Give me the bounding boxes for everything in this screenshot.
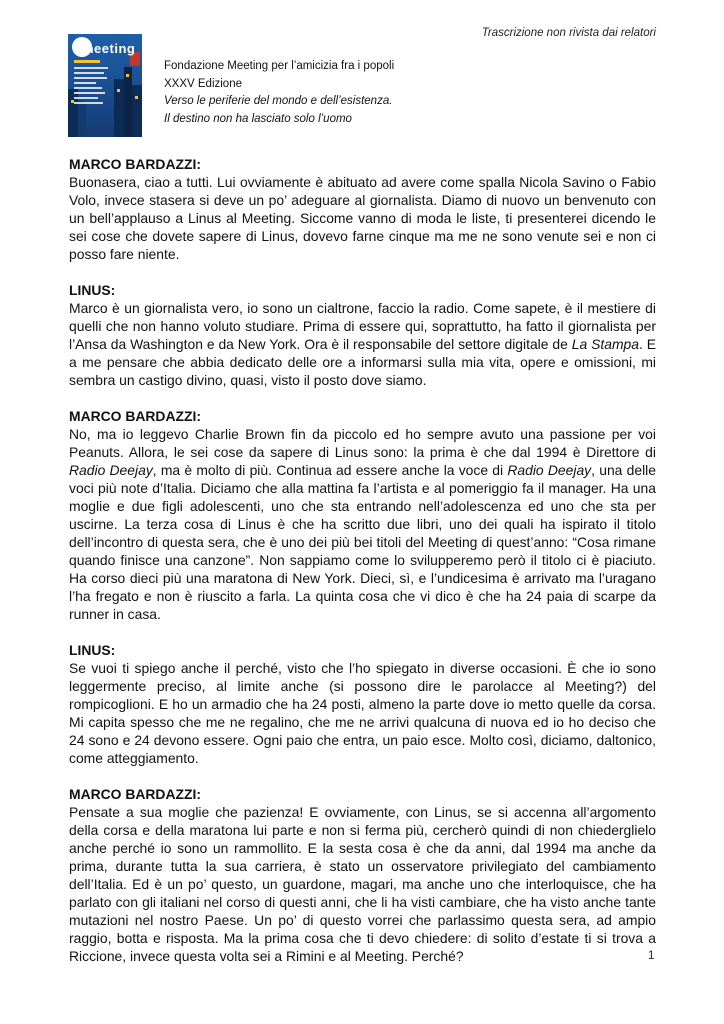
speech-text: No, ma io leggevo Charlie Brown fin da piccolo ed ho sempre avuto una passione per voi Peanuts. Allora, le sei cose da sapere di Linus sono: la prima è che dal 1994 è Direttore di bbox=[69, 426, 656, 460]
speech-text: Se vuoi ti spiego anche il perché, visto che l’ho spiegato in diverse occasioni. È che io sono leggermente preciso, al limite anche (si possono dire le parolacce al Meeting?) del rompicoglioni. E ho un armadio che ha 24 posti, almeno la parte dove io metto quelle da corsa. Mi capita spesso che me ne regalino, che me ne arrivi qualcuna di nuova ed io ho deciso che 24 sono e 24 devono essere. Ogni paio che entra, un paio esce. Molto così, diciamo, daltonico, come atteggiamento. bbox=[69, 660, 656, 766]
speaker-label: MARCO BARDAZZI: bbox=[69, 156, 201, 172]
speech-text: , una delle voci più note d’Italia. Diciamo che alla mattina fa l’artista e al pomeriggio fa il manager. Ha una moglie e due figli adolescenti, uno che sta entrando nell’adolescenza ed uno che sta per uscirne. La terza cosa di Linus è che ha scritto due libri, uno dei quali ha ispirato il titolo dell’incontro di questa sera, che è uno dei più bei titoli del Meeting di quest’anno: “Cosa rimane quando finisce una canzone”. Non sappiamo come lo svilupperemo però il titolo ci è piaciuto. Ha corso dieci più una maratona di New York. Dieci, sì, e l’undicesima è arrivato ma l’uragano l’ha fregato e non è riuscito a farla. La quinta cosa che vi dico è che ha 24 paia di scarpe da runner in casa. bbox=[69, 462, 656, 622]
speaker-label: LINUS: bbox=[69, 642, 116, 658]
publication-title: La Stampa bbox=[571, 336, 639, 352]
page-number: 1 bbox=[648, 950, 655, 962]
speaker-label: MARCO BARDAZZI: bbox=[69, 786, 201, 802]
speech-text: , ma è molto di più. Continua ad essere anche la voce di bbox=[152, 462, 508, 478]
speaker-label: MARCO BARDAZZI: bbox=[69, 408, 201, 424]
speech-paragraph bbox=[69, 173, 656, 263]
speech-paragraph bbox=[69, 299, 656, 389]
event-subtitle-1: Verso le periferie del mondo e dell’esistenza. bbox=[164, 95, 393, 107]
transcription-note: Trascrizione non rivista dai relatori bbox=[481, 27, 656, 39]
speech-text: Marco è un giornalista vero, io sono un cialtrone, faccio la radio. Come sapete, è il mestiere di quelli che non hanno voluto studiare. Prima di essere qui, soprattutto, ha fatto il giornalista per l’Ansa da Washington e da New York. Ora è il responsabile del settore digitale de bbox=[69, 300, 656, 352]
speech-paragraph bbox=[69, 659, 656, 767]
meeting-logo bbox=[68, 34, 142, 137]
transcript-body bbox=[69, 155, 656, 983]
speech-text: Pensate a sua moglie che pazienza! E ovviamente, con Linus, se si accenna all’argomento della corsa e della maratona lui parte e non si ferma più, cercherò quindi di non chiederglielo anche perché io sono un rammollito. E la sesta cosa è che da anni, dal 1994 ma anche da prima, durante tutta la sua carriera, è stato un osservatore privilegiato del cambiamento dell’Italia. Ed è un po’ questo, un guardone, magari, ma anche uno che interloquisce, che ha parlato con gli italiani nel corso di questi anni, che li ha visti cambiare, che ha visto anche tante mutazioni nel nostro Paese. Un po’ di questo vorrei che parlassimo questa sera, ad ampio raggio, botta e risposta. Ma la prima cosa che ti devo chiedere: di solito d’estate ti si trova a Riccione, invece questa volta sei a Rimini e al Meeting. Perché? bbox=[69, 804, 656, 964]
speaker-label: LINUS: bbox=[69, 282, 116, 298]
speech-paragraph bbox=[69, 425, 656, 623]
organization-name: Fondazione Meeting per l’amicizia fra i popoli bbox=[164, 60, 395, 72]
speech-text: . E a me pensare che abbia dedicato delle ore a informarsi sulla mia vita, opere e omissioni, mi sembra un castigo divino, quasi, visto il posto dove siamo. bbox=[69, 336, 657, 388]
speech-paragraph bbox=[69, 803, 656, 965]
speech-text: Buonasera, ciao a tutti. Lui ovviamente è abituato ad avere come spalla Nicola Savino o Fabio Volo, invece stasera si deve un po’ adeguare al giornalista. Diamo di nuovo un benvenuto con un bell’applauso a Linus al Meeting. Siccome vanno di moda le liste, ti presenterei dicendo le sei cose che dovete sapere di Linus, dovevo farne cinque ma me ne sono venute sei e non ci posso fare niente. bbox=[69, 174, 656, 262]
event-subtitle-2: Il destino non ha lasciato solo l’uomo bbox=[164, 112, 352, 125]
event-header bbox=[164, 58, 394, 128]
edition: XXXV Edizione bbox=[164, 77, 242, 90]
radio-name: Radio Deejay bbox=[507, 462, 592, 478]
radio-name: Radio Deejay bbox=[69, 462, 153, 478]
logo-wordmark: meeting bbox=[82, 41, 136, 56]
